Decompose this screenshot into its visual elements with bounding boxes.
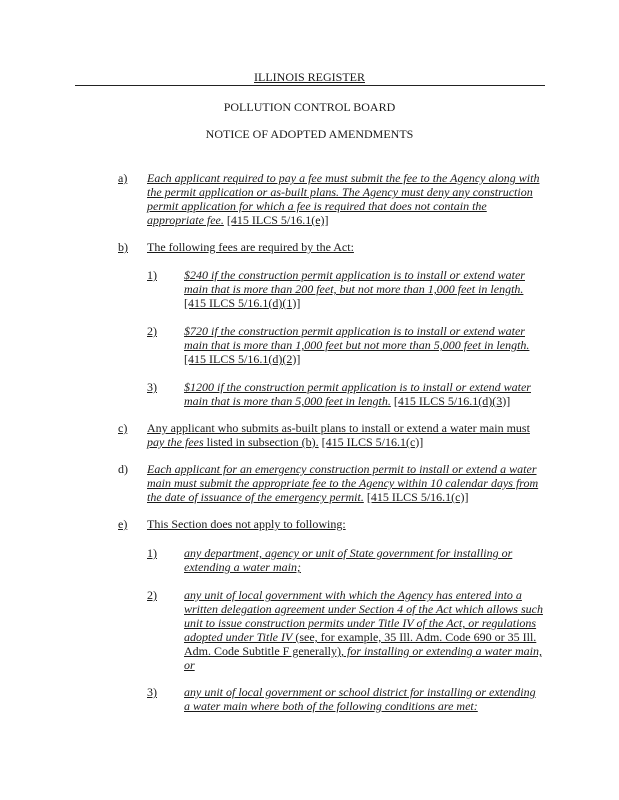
label-b-1: 1) (147, 268, 157, 282)
citation-b-3: [415 ILCS 5/16.1(d)(3)] (393, 394, 511, 408)
subsection-e-2-text: any unit of local government with which the Agency has entered into a written delegation agreement under Section 4 of the Act which allows such unit to issue construction permits under Title IV of the Act, or regulations adopted under Title IV (see, for example, 35 Ill. Adm. Code 690 or 35 Ill. Adm. Code Subtitle F generally), for installing or extending a water main, or (184, 588, 543, 672)
label-c: c) (118, 421, 128, 435)
subsection-c-text: Any applicant who submits as-built plans to install or extend a water main must pay the fees listed in subsection (b). [415 ILCS 5/16.1(c)] (147, 421, 530, 449)
label-e-2: 2) (147, 588, 157, 602)
citation-a: [415 ILCS 5/16.1(e)] (226, 213, 329, 227)
citation-b-1: [415 ILCS 5/16.1(d)(1)] (184, 296, 301, 310)
label-e-1: 1) (147, 546, 157, 560)
label-b-3: 3) (147, 380, 157, 394)
subsection-b-3-text: $1200 if the construction permit application is to install or extend water main that is more than 5,000 feet in length. [415 ILCS 5/16.1(d)(3)] (184, 380, 531, 408)
label-b-2: 2) (147, 324, 157, 338)
subsection-e-text: This Section does not apply to following: (147, 517, 346, 531)
label-e-3: 3) (147, 685, 157, 699)
citation-b-2: [415 ILCS 5/16.1(d)(2)] (184, 352, 301, 366)
subsection-b-2-text: $720 if the construction permit application is to install or extend water main that is more than 1,000 feet but not more than 5,000 feet in length. [415 ILCS 5/16.1(d)(2)] (184, 324, 530, 366)
subsection-e-1-text: any department, agency or unit of State government for installing or extending a water main; (184, 546, 513, 574)
notice-title: NOTICE OF ADOPTED AMENDMENTS (205, 127, 414, 141)
board-name: POLLUTION CONTROL BOARD (223, 100, 396, 114)
label-a: a) (118, 171, 128, 185)
subsection-d-text: Each applicant for an emergency construction permit to install or extend a water main must submit the appropriate fee to the Agency within 10 calendar days from the date of issuance of the emergency permit. [415 ILCS 5/16.1(c)] (147, 462, 539, 504)
subsection-e-3-text: any unit of local government or school district for installing or extending a water main where both of the following conditions are met: (184, 685, 536, 713)
subsection-b-1-text: $240 if the construction permit application is to install or extend water main that is more than 200 feet, but not more than 1,000 feet in length. [415 ILCS 5/16.1(d)(1)] (184, 268, 525, 310)
header-rule (75, 85, 545, 86)
label-b: b) (118, 240, 128, 254)
register-header: ILLINOIS REGISTER (254, 70, 365, 84)
label-e: e) (118, 517, 128, 531)
label-d: d) (118, 462, 128, 476)
citation-d: [415 ILCS 5/16.1(c)] (366, 490, 469, 504)
subsection-a-text: Each applicant required to pay a fee must submit the fee to the Agency along with the permit application or as-built plans. The Agency must deny any construction permit application for which a fee is required that does not contain the appropriate fee. [415 ILCS 5/16.1(e)] (147, 171, 540, 227)
citation-c: [415 ILCS 5/16.1(c)] (321, 435, 424, 449)
subsection-b-text: The following fees are required by the Act: (147, 240, 354, 254)
